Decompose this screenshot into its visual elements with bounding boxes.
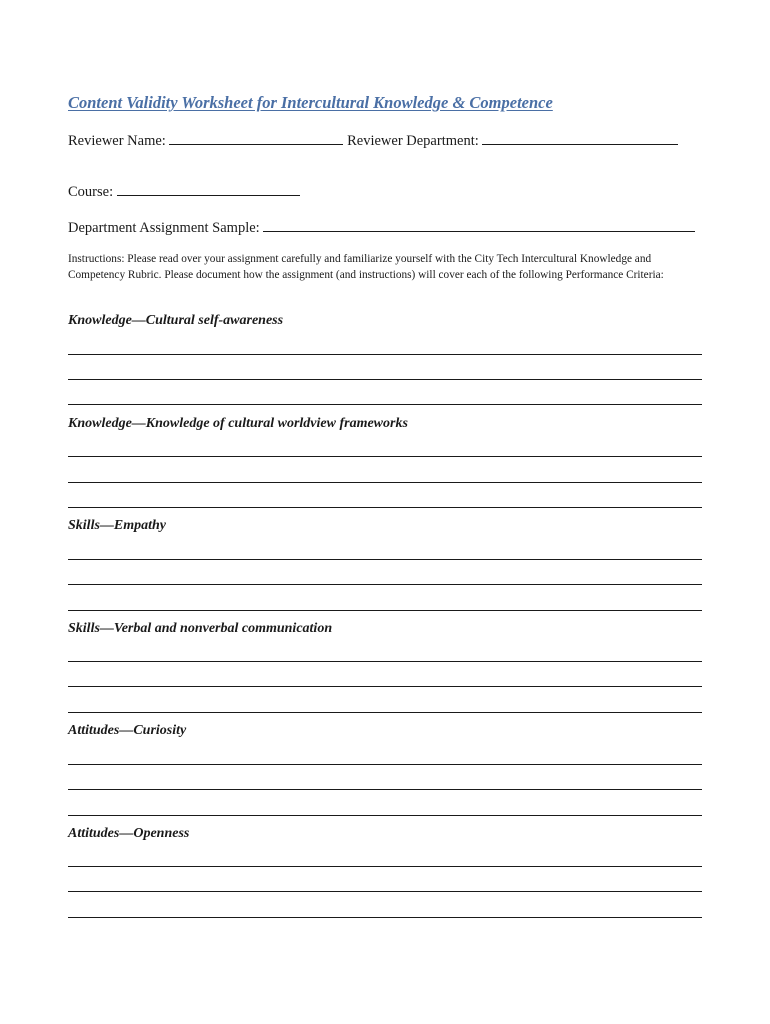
answer-line[interactable] xyxy=(68,764,702,765)
instructions-text: Instructions: Please read over your assignment carefully and familiarize yourself with the City Tech Intercultural Knowledge and Competency Rubric. Please document how the assignment (and instructions) will cover each of the following Performance Criteria: xyxy=(68,253,664,281)
answer-line[interactable] xyxy=(68,456,702,457)
section-heading: Attitudes—Openness xyxy=(68,826,190,841)
course-row xyxy=(68,181,300,201)
answer-line[interactable] xyxy=(68,917,702,918)
assignment-sample-blank[interactable] xyxy=(263,217,695,232)
section-heading: Knowledge—Cultural self-awareness xyxy=(68,313,284,328)
answer-line[interactable] xyxy=(68,379,702,380)
answer-line[interactable] xyxy=(68,686,702,687)
answer-line[interactable] xyxy=(68,866,702,867)
answer-line[interactable] xyxy=(68,584,702,585)
answer-line[interactable] xyxy=(68,559,702,560)
assignment-sample-label: Department Assignment Sample: xyxy=(68,220,260,236)
answer-line[interactable] xyxy=(68,610,702,611)
answer-line[interactable] xyxy=(68,815,702,816)
answer-line[interactable] xyxy=(68,404,702,405)
answer-line[interactable] xyxy=(68,482,702,483)
course-blank[interactable] xyxy=(117,181,300,196)
course-label: Course: xyxy=(68,184,114,200)
assignment-sample-row xyxy=(68,217,695,237)
answer-line[interactable] xyxy=(68,661,702,662)
section-heading: Skills—Verbal and nonverbal communication xyxy=(68,621,333,636)
answer-line[interactable] xyxy=(68,891,702,892)
section-heading: Knowledge—Knowledge of cultural worldview frameworks xyxy=(68,416,408,431)
answer-line[interactable] xyxy=(68,507,702,508)
answer-line[interactable] xyxy=(68,354,702,355)
reviewer-department-blank[interactable] xyxy=(482,130,678,145)
reviewer-name-label: Reviewer Name: xyxy=(68,133,166,149)
reviewer-row xyxy=(68,130,678,150)
answer-line[interactable] xyxy=(68,712,702,713)
section-heading: Attitudes—Curiosity xyxy=(68,723,187,738)
answer-line[interactable] xyxy=(68,789,702,790)
reviewer-department-label: Reviewer Department: xyxy=(347,133,479,149)
page-title: Content Validity Worksheet for Intercultural Knowledge & Competence xyxy=(68,93,553,112)
reviewer-name-blank[interactable] xyxy=(169,130,343,145)
section-heading: Skills—Empathy xyxy=(68,518,167,533)
